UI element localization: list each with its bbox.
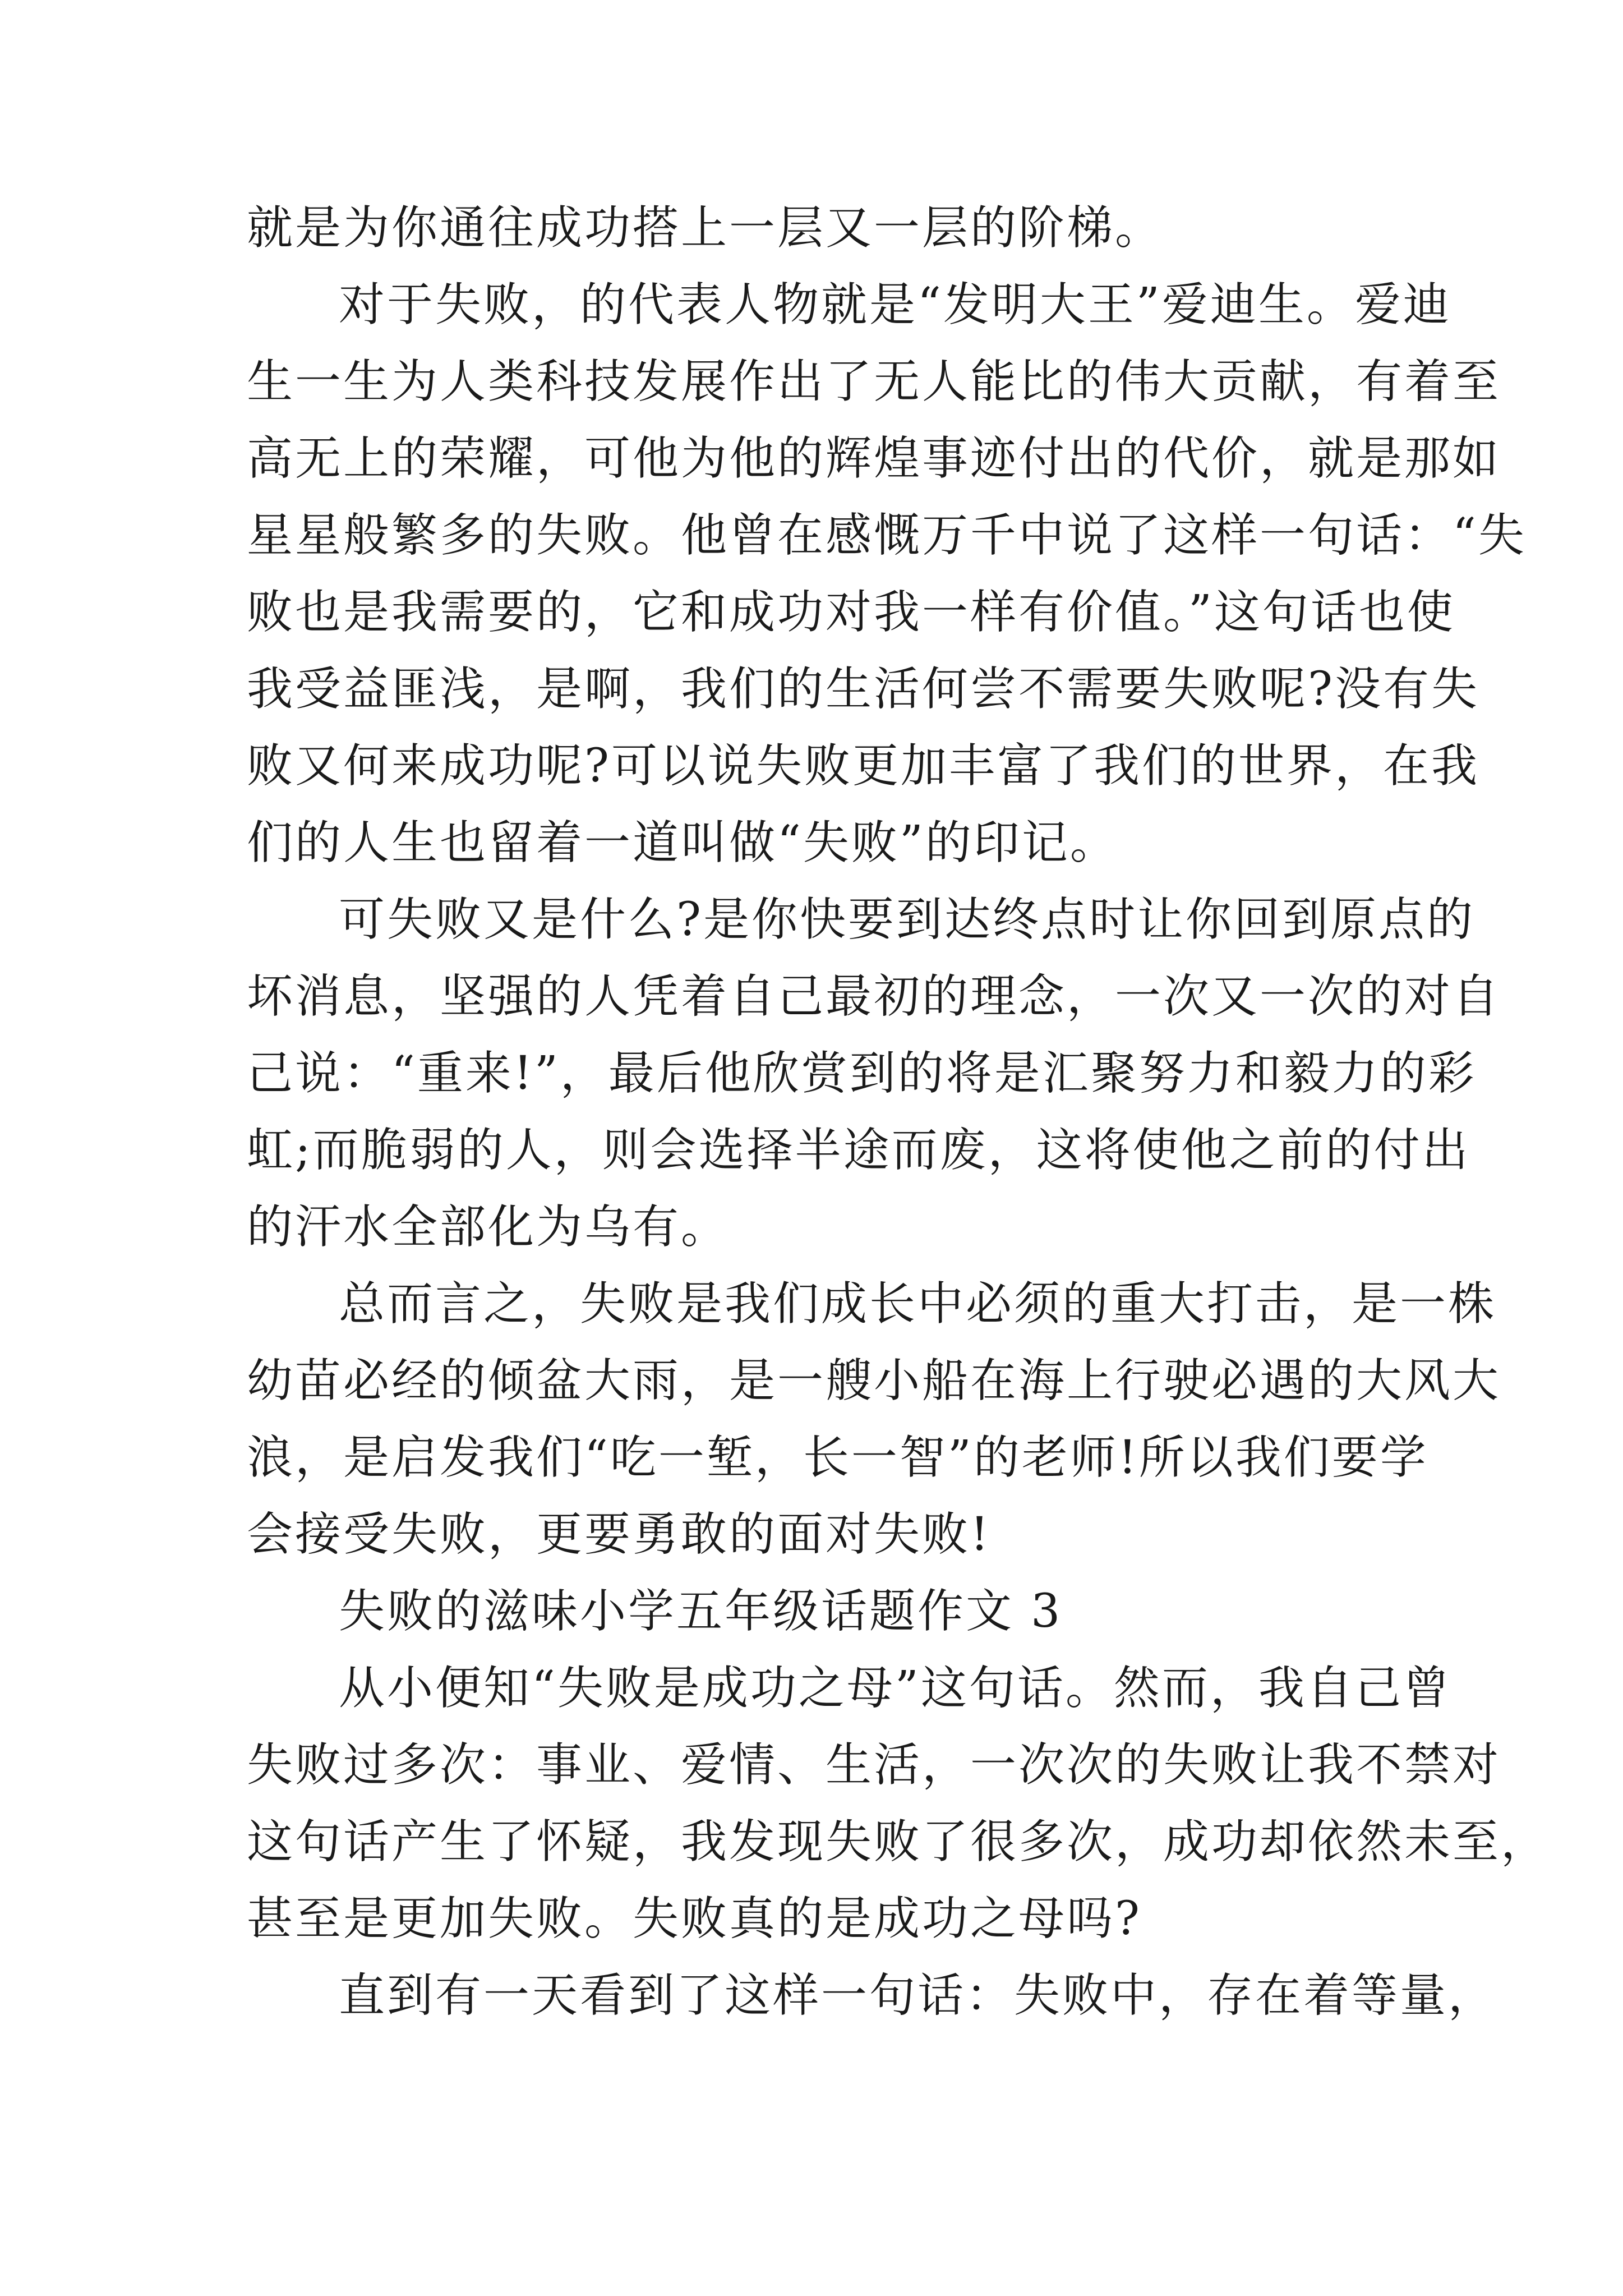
text-line: 们的人生也留着一道叫做“失败”的印记。 <box>247 816 1118 869</box>
paragraph-first-line: 直到有一天看到了这样一句话：失败中，存在着等量， <box>339 1969 1497 2022</box>
text-line: 败又何来成功呢?可以说失败更加丰富了我们的世界，在我 <box>247 739 1479 793</box>
text-line: 就是为你通往成功搭上一层又一层的阶梯。 <box>247 201 1164 255</box>
text-line: 虹;而脆弱的人，则会选择半途而废，这将使他之前的付出 <box>247 1124 1470 1177</box>
text-line: 败也是我需要的，它和成功对我一样有价值。”这句话也使 <box>247 586 1455 639</box>
text-line: 失败过多次：事业、爱情、生活，一次次的失败让我不禁对 <box>247 1738 1501 1792</box>
text-line: 的汗水全部化为乌有。 <box>247 1200 730 1254</box>
text-line: 我受益匪浅，是啊，我们的生活何尝不需要失败呢?没有失 <box>247 662 1479 716</box>
text-line: 会接受失败，更要勇敢的面对失败! <box>247 1508 991 1561</box>
paragraph-first-line: 对于失败，的代表人物就是“发明大王”爱迪生。爱迪 <box>339 278 1451 332</box>
text-line: 高无上的荣耀，可他为他的辉煌事迹付出的代价，就是那如 <box>247 432 1501 485</box>
text-line: 浪，是启发我们“吃一堑，长一智”的老师!所以我们要学 <box>247 1431 1428 1484</box>
document-body <box>247 190 1550 2034</box>
text-line: 生一生为人类科技发展作出了无人能比的伟大贡献，有着至 <box>247 355 1501 408</box>
text-line: 星星般繁多的失败。他曾在感慨万千中说了这样一句话：“失 <box>247 509 1527 562</box>
paragraph-first-line: 可失败又是什么?是你快要到达终点时让你回到原点的 <box>339 893 1475 946</box>
text-line: 幼苗必经的倾盆大雨，是一艘小船在海上行驶必遇的大风大 <box>247 1354 1501 1407</box>
section-heading: 失败的滋味小学五年级话题作文 3 <box>339 1585 1063 1638</box>
text-line: 坏消息，坚强的人凭着自己最初的理念，一次又一次的对自 <box>247 970 1501 1023</box>
text-line: 甚至是更加失败。失败真的是成功之母吗? <box>247 1892 1142 1945</box>
text-line: 己说：“重来!”，最后他欣赏到的将是汇聚努力和毅力的彩 <box>247 1047 1477 1100</box>
paragraph-first-line: 总而言之，失败是我们成长中必须的重大打击，是一株 <box>339 1277 1497 1331</box>
text-line: 这句话产生了怀疑，我发现失败了很多次，成功却依然未至， <box>247 1815 1550 1869</box>
paragraph-first-line: 从小便知“失败是成功之母”这句话。然而，我自己曾 <box>339 1662 1451 1715</box>
